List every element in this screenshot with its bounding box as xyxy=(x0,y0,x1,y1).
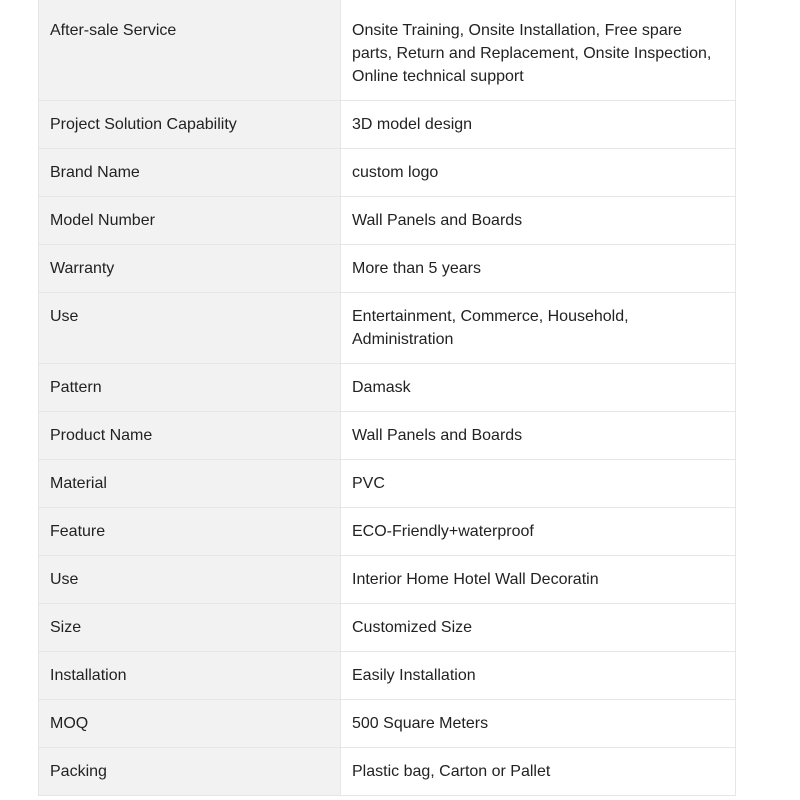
table-row xyxy=(39,412,736,460)
table-row xyxy=(39,700,736,748)
spec-label: Product Name xyxy=(39,412,341,460)
table-row xyxy=(39,604,736,652)
spec-value: Interior Home Hotel Wall Decoratin xyxy=(341,556,736,604)
spec-label: Brand Name xyxy=(39,149,341,197)
spec-label: After-sale Service xyxy=(39,0,341,101)
spec-label: Model Number xyxy=(39,197,341,245)
spec-value: Onsite Training, Onsite Installation, Free spare parts, Return and Replacement, Onsite Inspection, Online technical support xyxy=(341,0,736,101)
spec-value: Wall Panels and Boards xyxy=(341,197,736,245)
table-row xyxy=(39,0,736,101)
spec-label: MOQ xyxy=(39,700,341,748)
product-spec-table xyxy=(38,0,736,796)
spec-label: Feature xyxy=(39,508,341,556)
spec-value: Wall Panels and Boards xyxy=(341,412,736,460)
spec-label: Use xyxy=(39,293,341,364)
table-row xyxy=(39,364,736,412)
spec-value: More than 5 years xyxy=(341,245,736,293)
spec-value: PVC xyxy=(341,460,736,508)
table-row xyxy=(39,245,736,293)
spec-value: Damask xyxy=(341,364,736,412)
spec-value: Entertainment, Commerce, Household, Administration xyxy=(341,293,736,364)
spec-label: Pattern xyxy=(39,364,341,412)
table-row xyxy=(39,293,736,364)
table-row xyxy=(39,197,736,245)
table-row xyxy=(39,652,736,700)
spec-value: Plastic bag, Carton or Pallet xyxy=(341,748,736,796)
spec-value: Customized Size xyxy=(341,604,736,652)
spec-label: Installation xyxy=(39,652,341,700)
spec-label: Size xyxy=(39,604,341,652)
table-row xyxy=(39,460,736,508)
spec-label: Packing xyxy=(39,748,341,796)
spec-value: custom logo xyxy=(341,149,736,197)
spec-value: 500 Square Meters xyxy=(341,700,736,748)
table-row xyxy=(39,101,736,149)
spec-label: Material xyxy=(39,460,341,508)
spec-label: Warranty xyxy=(39,245,341,293)
table-row xyxy=(39,149,736,197)
spec-value: Easily Installation xyxy=(341,652,736,700)
spec-label: Project Solution Capability xyxy=(39,101,341,149)
table-row xyxy=(39,508,736,556)
spec-value: ECO-Friendly+waterproof xyxy=(341,508,736,556)
table-row xyxy=(39,556,736,604)
spec-value: 3D model design xyxy=(341,101,736,149)
spec-label: Use xyxy=(39,556,341,604)
table-row xyxy=(39,748,736,796)
